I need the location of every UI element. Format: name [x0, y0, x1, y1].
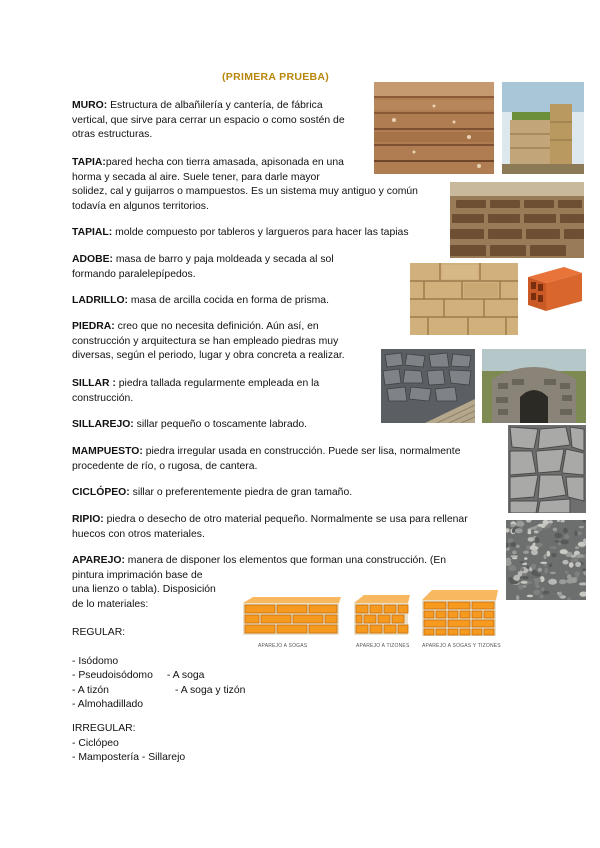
def-ladrillo: masa de arcilla cocida en forma de prisma.: [127, 295, 329, 306]
def-ripio-2: huecos con otros materiales.: [72, 528, 205, 540]
ripio-gravel-photo: [506, 520, 586, 600]
term-tapial: TAPIAL:: [72, 227, 113, 238]
term-sillar: SILLAR :: [72, 378, 116, 389]
list-item: - A soga y tizón: [174, 684, 246, 696]
def-sillar: piedra tallada regularmente empleada en la: [115, 378, 320, 389]
term-piedra: PIEDRA:: [72, 321, 115, 332]
def-ripio: piedra o desecho de otro material pequeño. Normalmente se usa para rellenar: [103, 514, 468, 525]
def-muro: Estructura de albañilería y cantería, de fábrica: [107, 100, 323, 111]
term-tapia: TAPIA:: [72, 157, 106, 168]
caption-tizon: APAREJO A TIZONES: [356, 643, 410, 649]
def-aparejo-3: una lienzo o tabla). Disposición: [72, 584, 216, 596]
entry-mampuesto: [72, 445, 460, 474]
sillarejo-hut-photo: [482, 349, 586, 423]
sillar-wall-photo: [381, 349, 475, 423]
entry-tapial: [72, 226, 409, 241]
def-aparejo-2: pintura imprimación base de: [72, 569, 203, 581]
def-piedra-2: construcción y arquitectura se han empleado piedras muy: [72, 335, 339, 347]
entry-tapia: [72, 156, 418, 214]
def-mampuesto: piedra irregular usada en construcción. Puede ser lisa, normalmente: [142, 446, 461, 457]
entry-sillarejo: [72, 418, 307, 433]
tapial-blocks-photo: [450, 182, 584, 258]
regular-list: [72, 626, 245, 713]
def-sillar-2: construcción.: [72, 392, 134, 404]
def-tapia: pared hecha con tierra amasada, apisonada en una: [105, 157, 344, 168]
caption-soga: APAREJO A SOGAS: [258, 643, 308, 649]
list-item: - Mampostería - Sillarejo: [72, 752, 186, 764]
term-muro: MURO:: [72, 100, 108, 111]
term-sillarejo: SILLAREJO:: [72, 419, 134, 430]
ciclopeo-wall-photo: [508, 425, 586, 513]
def-tapia-4: todavía en algunos territorios.: [72, 200, 209, 212]
entry-adobe: [72, 253, 334, 282]
entry-ladrillo: [72, 294, 329, 309]
term-aparejo: APAREJO:: [72, 555, 125, 566]
def-adobe: masa de barro y paja moldeada y secada al sol: [112, 254, 334, 265]
term-mampuesto: MAMPUESTO:: [72, 446, 143, 457]
entry-sillar: [72, 377, 319, 406]
caption-soga-tizon: APAREJO A SOGAS Y TIZONES: [422, 643, 501, 649]
list-item: - Pseudoisódomo: [72, 670, 153, 682]
term-ripio: RIPIO:: [72, 514, 104, 525]
def-muro-3: otras estructuras.: [72, 129, 153, 141]
def-adobe-2: formando paralelepípedos.: [72, 268, 196, 280]
term-ciclopeo: CICLÓPEO:: [72, 487, 130, 498]
def-muro-2: vertical, que sirve para cerrar un espacio o como sostén de: [72, 114, 345, 126]
irregular-heading: IRREGULAR:: [72, 723, 136, 734]
tapia-wall-photo: [502, 82, 584, 174]
def-sillarejo: sillar pequeño o toscamente labrado.: [133, 419, 308, 430]
def-aparejo: manera de disponer los elementos que forman una construcción. (En: [124, 555, 447, 566]
def-piedra: creo que no necesita definición. Aún así, en: [114, 321, 319, 332]
def-piedra-3: diversas, según el periodo, lugar y obra concreta a realizar.: [72, 350, 345, 362]
adobe-blocks-photo: [410, 263, 518, 335]
irregular-list: [72, 722, 185, 766]
list-item: - A tizón: [72, 684, 109, 696]
entry-piedra: [72, 320, 345, 364]
muro-wall-photo: [374, 82, 494, 174]
term-adobe: ADOBE:: [72, 254, 113, 265]
def-tapial: molde compuesto por tableros y largueros para hacer las tapias: [112, 227, 409, 238]
aparejo-soga-diagram: [241, 597, 341, 637]
term-ladrillo: LADRILLO:: [72, 295, 128, 306]
def-aparejo-4: de lo materiales:: [72, 598, 149, 610]
page-title: (PRIMERA PRUEBA): [222, 71, 330, 83]
aparejo-tizon-diagram: [352, 595, 410, 637]
list-item: - Almohadillado: [72, 699, 144, 711]
list-item: - Isódomo: [72, 655, 119, 667]
def-tapia-2: horma y secada al aire. Suele tener, para darle mayor: [72, 171, 320, 183]
list-item: - Ciclópeo: [72, 737, 119, 749]
entry-ripio: [72, 513, 468, 542]
def-tapia-3: solidez, cal y guijarros o mampuestos. Es un sistema muy antiguo y común: [72, 186, 418, 198]
regular-heading: REGULAR:: [72, 627, 126, 638]
aparejo-soga-tizon-diagram: [420, 590, 498, 638]
def-ciclopeo: sillar o preferentemente piedra de gran tamaño.: [129, 487, 353, 498]
ladrillo-brick-photo: [524, 263, 586, 315]
list-item: - A soga: [166, 670, 205, 682]
def-mampuesto-2: procedente de río, o rugosa, de cantera.: [72, 460, 258, 472]
entry-muro: [72, 99, 345, 143]
entry-ciclopeo: [72, 486, 352, 501]
